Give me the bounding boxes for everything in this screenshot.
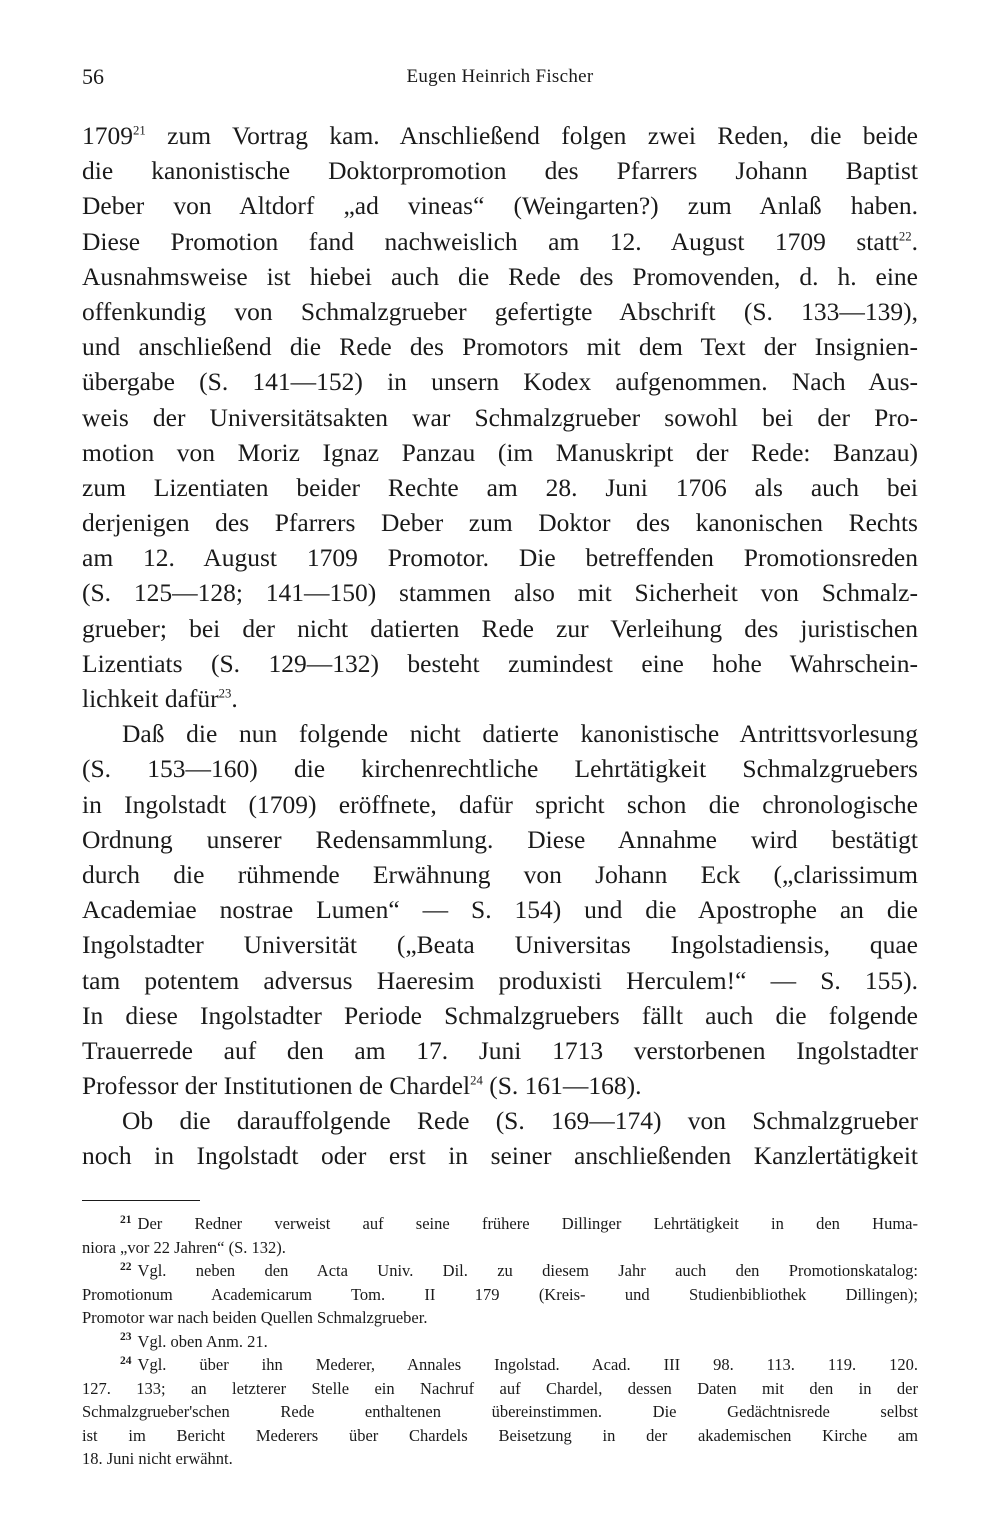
body-line [82, 716, 918, 751]
body-line-text: übergabe (S. 141—152) in unsern Kodex aufgenommen. Nach Aus- [82, 367, 918, 397]
body-line-text: durch die rühmende Erwähnung von Johann Eck („clarissimum [82, 859, 918, 889]
footnote-text: ist im Bericht Mederers über Chardels Beisetzung in der akademischen Kirche am [82, 1425, 918, 1445]
body-line [82, 857, 918, 892]
body-line [82, 153, 918, 188]
footnote-text: Promotionum Academicarum Tom. II 179 (Kreis- und Studienbibliothek Dillingen); [82, 1284, 918, 1304]
body-line-text: weis der Universitätsakten war Schmalzgrueber sowohl bei der Pro- [82, 402, 918, 432]
body-line-text: 1709 [82, 121, 133, 150]
body-line-text: grueber; bei der nicht datierten Rede zur Verleihung des juristischen [82, 613, 918, 643]
footnote-text: 127. 133; an letzterer Stelle ein Nachruf auf Chardel, dessen Daten mit den in der [82, 1378, 918, 1398]
footnote-line [82, 1353, 918, 1377]
footnote-reference: 24 [470, 1073, 483, 1088]
body-line [82, 188, 918, 223]
footnote-mark: 24 [120, 1354, 132, 1367]
body-line [82, 118, 918, 153]
footnote-text: Vgl. über ihn Mederer, Annales Ingolstad. Acad. III 98. 113. 119. 120. [137, 1355, 918, 1374]
footnote-text: Promotor war nach beiden Quellen Schmalzgrueber. [82, 1308, 428, 1327]
body-line [82, 259, 918, 294]
body-line [82, 822, 918, 857]
body-line-text: zum Lizentiaten beider Rechte am 28. Juni 1706 als auch bei [82, 472, 918, 502]
body-line [82, 1103, 918, 1138]
body-line [82, 224, 918, 259]
body-line-text: (S. 153—160) die kirchenrechtliche Lehrtätigkeit Schmalzgruebers [82, 754, 918, 784]
footnote-line [82, 1212, 918, 1236]
body-line [82, 998, 918, 1033]
body-text [82, 118, 918, 1174]
body-line [82, 751, 918, 786]
body-line-text: (S. 125—128; 141—150) stammen also mit Sicherheit von Schmalz- [82, 578, 918, 608]
body-line-tail: . [911, 226, 918, 256]
body-line-text: Daß die nun folgende nicht datierte kanonistische Antrittsvorlesung [122, 719, 918, 749]
body-line [82, 681, 918, 716]
body-line-tail: (S. 161—168). [482, 1071, 642, 1101]
footnote-reference: 23 [218, 686, 232, 701]
body-line [82, 1138, 918, 1173]
footnotes [82, 1212, 918, 1471]
footnote-text: Der Redner verweist auf seine frühere Dillinger Lehrtätigkeit in den Huma- [137, 1214, 918, 1233]
footnote-text: Vgl. oben Anm. 21. [137, 1331, 268, 1351]
footnote-line [82, 1259, 918, 1283]
body-line [82, 1033, 918, 1068]
body-line [82, 575, 918, 610]
footnote-22 [82, 1259, 918, 1330]
footnote-line [82, 1400, 918, 1424]
body-line-text: Deber von Altdorf „ad vineas“ (Weingarten?) zum Anlaß haben. [82, 191, 918, 221]
body-line-tail: . [231, 684, 238, 713]
body-line [82, 470, 918, 505]
footnote-text: 18. Juni nicht erwähnt. [82, 1449, 233, 1468]
footnote-line [82, 1424, 918, 1448]
body-line-text: In diese Ingolstadter Periode Schmalzgruebers fällt auch die folgende [82, 1000, 918, 1030]
footnote-text: Schmalzgrueber'schen Rede enthaltenen übereinstimmen. Die Gedächtnisrede selbst [82, 1402, 918, 1421]
footnote-mark: 22 [120, 1260, 132, 1273]
body-line-text: die kanonistische Doktorpromotion des Pfarrers Johann Baptist [82, 156, 918, 186]
footnote-24 [82, 1353, 918, 1471]
body-line [82, 892, 918, 927]
body-line-text: lichkeit dafür [82, 684, 219, 713]
body-line-text: Ordnung unserer Redensammlung. Diese Annahme wird bestätigt [82, 824, 918, 854]
body-line [82, 505, 918, 540]
footnote-rule [82, 1200, 200, 1201]
body-line-text: Academiae nostrae Lumen“ — S. 154) und die Apostrophe an die [82, 895, 918, 925]
body-line-text: und anschließend die Rede des Promotors mit dem Text der Insignien- [82, 332, 918, 362]
footnote-line [82, 1306, 918, 1330]
body-line-text: derjenigen des Pfarrers Deber zum Doktor des kanonischen Rechts [82, 508, 918, 538]
footnote-line [82, 1283, 918, 1307]
body-line [82, 927, 918, 962]
footnote-mark: 23 [120, 1331, 132, 1343]
body-line [82, 364, 918, 399]
footnote-text: Vgl. neben den Acta Univ. Dil. zu diesem Jahr auch den Promotionskatalog: [137, 1261, 918, 1280]
body-line [82, 1068, 918, 1103]
body-line [82, 294, 918, 329]
body-line [82, 611, 918, 646]
body-line-text: Ausnahmsweise ist hiebei auch die Rede des Promovenden, d. h. eine [82, 261, 918, 291]
body-line [82, 400, 918, 435]
body-line-text: noch in Ingolstadt oder erst in seiner anschließenden Kanzlertätigkeit [82, 1141, 918, 1171]
body-line-text: motion von Moriz Ignaz Panzau (im Manuskript der Rede: Banzau) [82, 437, 918, 467]
body-line-text: Ingolstadter Universität („Beata Universitas Ingolstadiensis, quae [82, 930, 918, 960]
body-line-text: Professor der Institutionen de Chardel [82, 1071, 471, 1101]
footnote-reference: 22 [898, 229, 912, 244]
body-line [82, 963, 918, 998]
body-line [82, 787, 918, 822]
body-line-text: Ob die darauffolgende Rede (S. 169—174) von Schmalzgrueber [122, 1106, 918, 1136]
running-head: Eugen Heinrich Fischer [406, 66, 594, 87]
footnote-23 [82, 1330, 918, 1354]
body-line-text: Lizentiats (S. 129—132) besteht zumindest eine hohe Wahrschein- [82, 648, 918, 678]
body-line [82, 435, 918, 470]
body-line-text: Diese Promotion fand nachweislich am 12. August 1709 statt [82, 226, 899, 256]
body-line-text: Trauerrede auf den am 17. Juni 1713 verstorbenen Ingolstadter [82, 1035, 918, 1065]
page-header [82, 64, 918, 94]
body-line [82, 540, 918, 575]
footnote-reference: 21 [133, 123, 146, 138]
footnote-line [82, 1447, 918, 1471]
page-number: 56 [82, 64, 104, 89]
footnote-line [82, 1377, 918, 1401]
body-line-text: am 12. August 1709 Promotor. Die betreffenden Promotionsreden [82, 543, 918, 573]
body-line-text: offenkundig von Schmalzgrueber gefertigte Abschrift (S. 133—139), [82, 296, 918, 326]
body-line [82, 646, 918, 681]
body-line-text: tam potentem adversus Haeresim produxisti Herculem!“ — S. 155). [82, 965, 918, 995]
body-line-text: in Ingolstadt (1709) eröffnete, dafür spricht schon die chronologische [82, 789, 918, 819]
body-line [82, 329, 918, 364]
footnote-21 [82, 1212, 918, 1259]
footnote-text: niora „vor 22 Jahren“ (S. 132). [82, 1237, 286, 1257]
body-line-tail: zum Vortrag kam. Anschließend folgen zwei Reden, die beide [145, 121, 918, 150]
footnote-line [82, 1330, 918, 1354]
footnote-mark: 21 [120, 1213, 132, 1226]
footnote-line [82, 1236, 918, 1260]
